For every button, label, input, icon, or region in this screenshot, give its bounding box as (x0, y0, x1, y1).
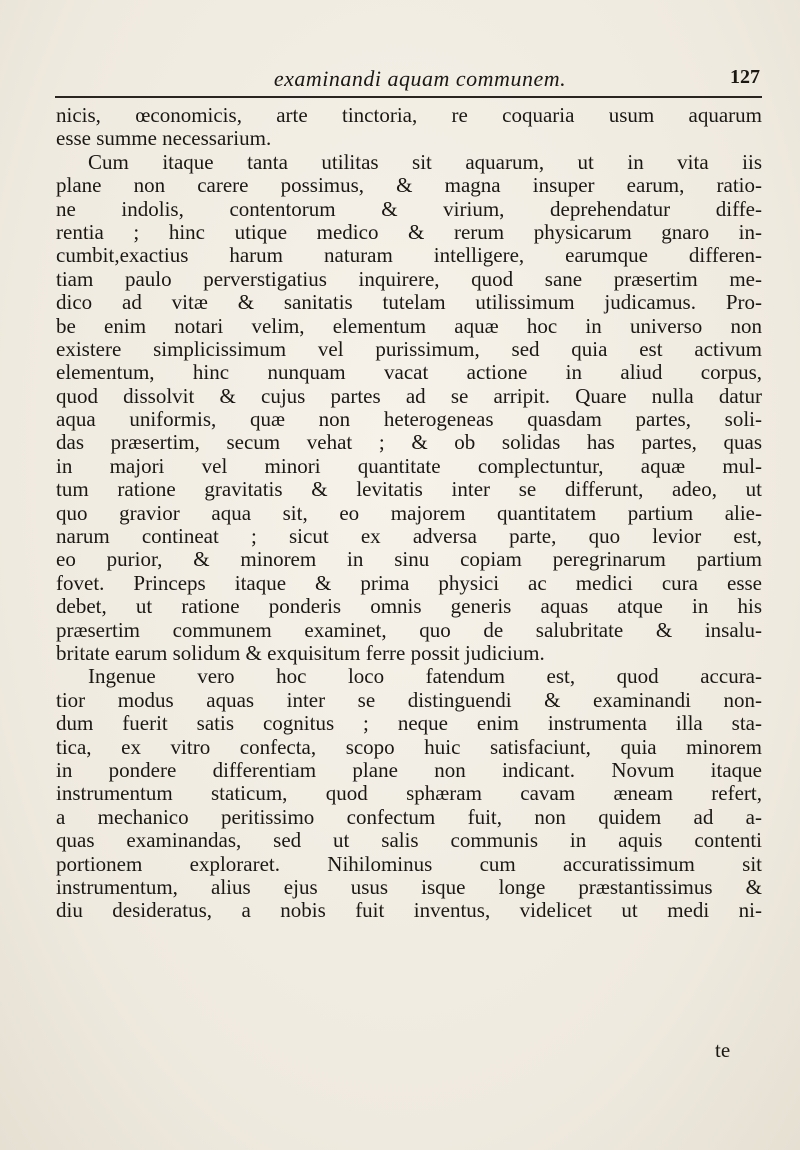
text-line: rentia ; hinc utique medico & rerum physicarum gnaro in- (56, 219, 762, 244)
text-line: ne indolis, contentorum & virium, deprehendatur diffe- (56, 196, 762, 221)
text-line: portionem exploraret. Nihilominus cum accuratissimum sit (56, 851, 762, 876)
text-line: diu desideratus, a nobis fuit inventus, videlicet ut medi ni- (56, 898, 762, 923)
text-line: cumbit,exactius harum naturam intelligere, earumque differen- (56, 243, 762, 268)
text-line: existere simplicissimum vel purissimum, sed quia est activum (56, 336, 762, 361)
text-line: nicis, œconomicis, arte tinctoria, re coquaria usum aquarum (56, 103, 762, 127)
text-line: instrumentum, alius ejus usus isque longe præstantissimus & (56, 874, 762, 899)
text-line: dum fuerit satis cognitus ; neque enim instrumenta illa sta- (56, 711, 762, 736)
text-line: Cum itaque tanta utilitas sit aquarum, ut in vita iis (88, 149, 762, 174)
text-line: elementum, hinc nunquam vacat actione in aliud corpus, (56, 360, 762, 385)
text-line: quo gravior aqua sit, eo majorem quantitatem partium alie- (56, 500, 762, 525)
text-line: tum ratione gravitatis & levitatis inter se differunt, adeo, ut (56, 477, 762, 502)
text-line: Ingenue vero hoc loco fatendum est, quod accura- (88, 664, 762, 689)
text-line: dico ad vitæ & sanitatis tutelam utilissimum judicamus. Pro- (56, 290, 762, 315)
body-text (56, 104, 762, 923)
running-title: examinandi aquam communem. (273, 66, 567, 91)
page-number: 127 (730, 66, 760, 88)
page-header (150, 66, 760, 96)
text-line: in pondere differentiam plane non indicant. Novum itaque (56, 757, 762, 782)
text-line: britate earum solidum & exquisitum ferre possit judicium. (56, 640, 545, 665)
text-line: das præsertim, secum vehat ; & ob solidas has partes, quas (56, 430, 762, 455)
text-line: quod dissolvit & cujus partes ad se arripit. Quare nulla datur (56, 383, 762, 408)
text-line: aqua uniformis, quæ non heterogeneas quasdam partes, soli- (56, 407, 762, 432)
text-line: instrumentum staticum, quod sphæram cavam æneam refert, (56, 781, 762, 806)
text-line: præsertim communem examinet, quo de salubritate & insalu- (56, 617, 762, 642)
text-line: tior modus aquas inter se distinguendi & examinandi non- (56, 687, 762, 712)
text-line: in majori vel minori quantitate complectuntur, aquæ mul- (56, 453, 762, 478)
text-line: be enim notari velim, elementum aquæ hoc in universo non (56, 313, 762, 338)
text-line: esse summe necessarium. (56, 126, 272, 151)
header-rule (55, 96, 762, 98)
text-line: quas examinandas, sed ut salis communis in aquis contenti (56, 828, 762, 853)
text-line: tica, ex vitro confecta, scopo huic satisfaciunt, quia minorem (56, 734, 762, 759)
text-line: narum contineat ; sicut ex adversa parte, quo levior est, (56, 524, 762, 549)
text-line: tiam paulo perverstigatius inquirere, quod sane præsertim me- (56, 266, 762, 291)
text-line: fovet. Princeps itaque & prima physici ac medici cura esse (56, 570, 762, 595)
text-line: debet, ut ratione ponderis omnis generis aquas atque in his (56, 594, 762, 619)
text-line: eo purior, & minorem in sinu copiam peregrinarum partium (56, 547, 762, 572)
text-line: plane non carere possimus, & magna insuper earum, ratio- (56, 173, 762, 198)
catchword: te (715, 1038, 731, 1062)
text-line: a mechanico peritissimo confectum fuit, non quidem ad a- (56, 804, 762, 829)
